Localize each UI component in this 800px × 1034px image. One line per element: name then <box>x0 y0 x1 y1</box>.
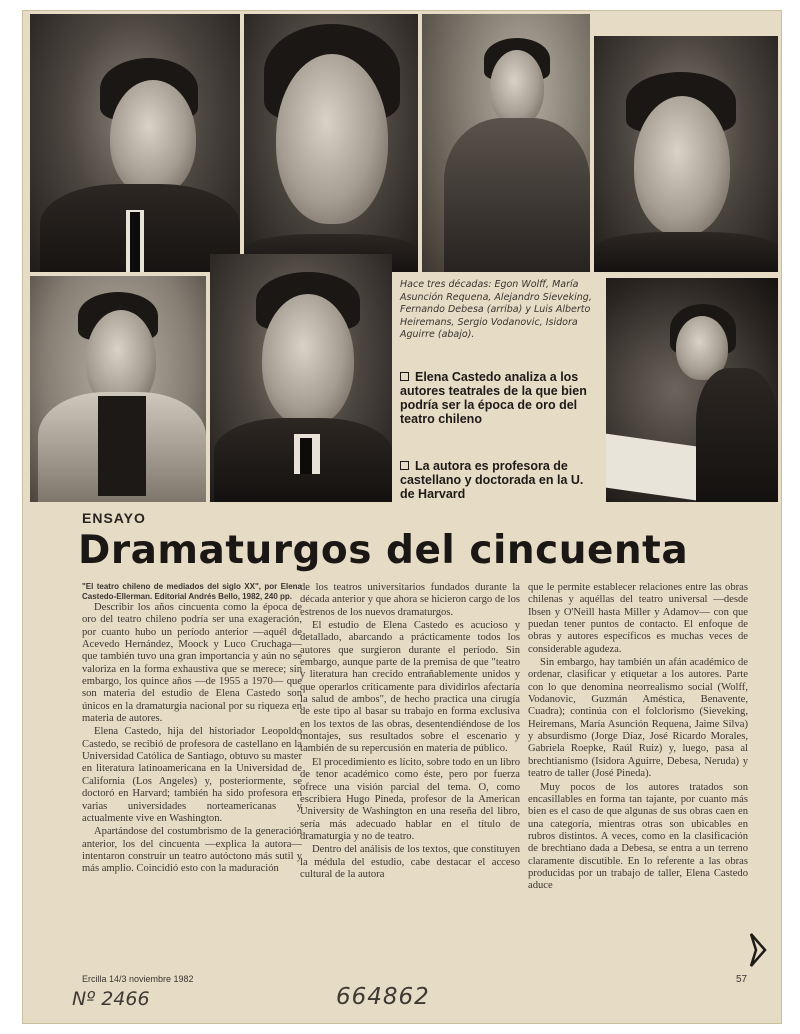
bibliographic-note: "El teatro chileno de mediados del siglo XX", por Elena Castedo-Ellerman. Editorial Andrés Bello, 1982, 240 pp. <box>82 582 302 601</box>
handwritten-code: 664862 <box>336 984 430 1010</box>
footer-source: Ercilla 14/3 noviembre 1982 <box>82 974 194 984</box>
paragraph: Apartándose del costumbrismo de la generación anterior, los del cincuenta —explica la autora— intentaron construir un teatro autóctono más sutil y más amplio. Coincidió esto con la maduración <box>82 826 302 875</box>
portrait-photo-5 <box>30 276 206 502</box>
photo-caption: Hace tres décadas: Egon Wolff, María Asunción Requena, Alejandro Sieveking, Fernando Debesa (arriba) y Luis Alberto Heiremans, Sergio Vodanovic, Isidora Aguirre (abajo). <box>400 279 592 340</box>
portrait-photo-1 <box>30 14 240 272</box>
paragraph: El estudio de Elena Castedo es acucioso y detallado, abarcando a prácticamente todos los autores que surgieron durante el período. Sin embargo, aunque parte de la premisa de que "teatro y literatura han crecido entrañablemente unidos y que operarlos críticamente para dividirlos afectaría la salud de ambos", de hecho practica una cirugía de este tipo al basar su trabajo en forma exclusiva en los textos de las obras, desentendiéndose de los montajes, sus resultados sobre el escenario y también de su repercusión en materia de público. <box>300 620 520 755</box>
kicker-1: Elena Castedo analiza a los autores teatrales de la que bien podría ser la época de oro del teatro chileno <box>400 370 587 426</box>
checkbox-bullet-icon <box>400 372 409 381</box>
book-prop <box>606 434 696 501</box>
page-number: 57 <box>736 974 748 985</box>
paragraph: Dentro del análisis de los textos, que constituyen la médula del estudio, cabe destacar el acceso cultural de la autora <box>300 844 520 880</box>
handwritten-number: Nº 2466 <box>72 988 150 1010</box>
paragraph: de los teatros universitarios fundados durante la década anterior y que ahora se hicieron cargo de los estrenos de los nuevos dramaturgos. <box>300 582 520 618</box>
paragraph: Elena Castedo, hija del historiador Leopoldo Castedo, se recibió de profesora de castellano en la Universidad Católica de Santiago, obtuvo su master en literatura latinoamericana en la Universidad de California (Los Angeles) y, posteriormente, se doctoró en Harvard; también ha sido profesora en varias universidades norteamericanas y actualmente vive en Washington. <box>82 726 302 824</box>
paragraph: que le permite establecer relaciones entre las obras chilenas y aquéllas del teatro universal —desde Ibsen y O'Neill hasta Miller y Adamov— con que puedan tener puntos de contacto. El enfoque de obras y autores específicos es muchas veces de considerable agudeza. <box>528 582 748 655</box>
section-label: ENSAYO <box>82 510 146 526</box>
article-headline: Dramaturgos del cincuenta <box>78 528 689 573</box>
text-column-1 <box>82 582 302 877</box>
continue-arrow-icon <box>748 932 768 968</box>
portrait-photo-3 <box>422 14 590 272</box>
portrait-photo-6 <box>210 254 392 502</box>
kicker-2: La autora es profesora de castellano y doctorada en la U. de Harvard <box>400 459 584 501</box>
paragraph: Muy pocos de los autores tratados son encasillables en forma tan tajante, por cuanto más bien es el caso de que algunas de sus obras caen en una categoría, mientras otras son ubicables en rubros distintos. A veces, como en la clasificación de brechtiano dada a Debesa, se entra a un terreno claramente discutible. En lo referente a las obras producidas por un trabajo de taller, Elena Castedo aduce <box>528 781 748 892</box>
checkbox-bullet-icon <box>400 461 409 470</box>
portrait-photo-2 <box>244 14 418 272</box>
portrait-photo-4 <box>594 36 778 272</box>
paragraph: Sin embargo, hay también un afán académico de ordenar, clasificar y etiquetar a los autores. Parte con lo que denomina neorrealismo social (Wolff, Vodanovic, Guzmán Améstica, Benavente, Cuadra); continúa con el folclorismo (Sieveking, Heiremans, María Asunción Requena, Jaime Silva) y absurdismo (Jorge Díaz, José Ricardo Morales, Gabriela Roepke, Raúl Ruiz) y, luego, pasa al brechtianismo (Isidora Aguirre, Debesa, Neruda) y teatro de taller (José Pineda). <box>528 657 748 780</box>
paragraph: Describir los años cincuenta como la época de oro del teatro chileno podría ser una exageración, por cuanto hubo un período anterior —aquél de Acevedo Hernández, Moock y Luco Cruchaga— que también tuvo una gran importancia y aún no se valoriza en la forma exhaustiva que se merece; sin embargo, los quince años —de 1955 a 1970— que son materia del estudio de Elena Castedo son únicos en la dramaturgia nacional por su riqueza en materia de autores. <box>82 602 302 725</box>
text-column-2 <box>300 582 520 882</box>
paragraph: El procedimiento es lícito, sobre todo en un libro de tenor académico como éste, pero por fuerza ofrece una visión parcial del tema. O, como escribiera Hugo Pineda, profesor de la American University de Washington en una reseña del libro, sería más adecuado hablar en el título de dramaturgia y no de teatro. <box>300 756 520 842</box>
portrait-photo-7 <box>606 278 778 502</box>
text-column-3 <box>528 582 748 894</box>
